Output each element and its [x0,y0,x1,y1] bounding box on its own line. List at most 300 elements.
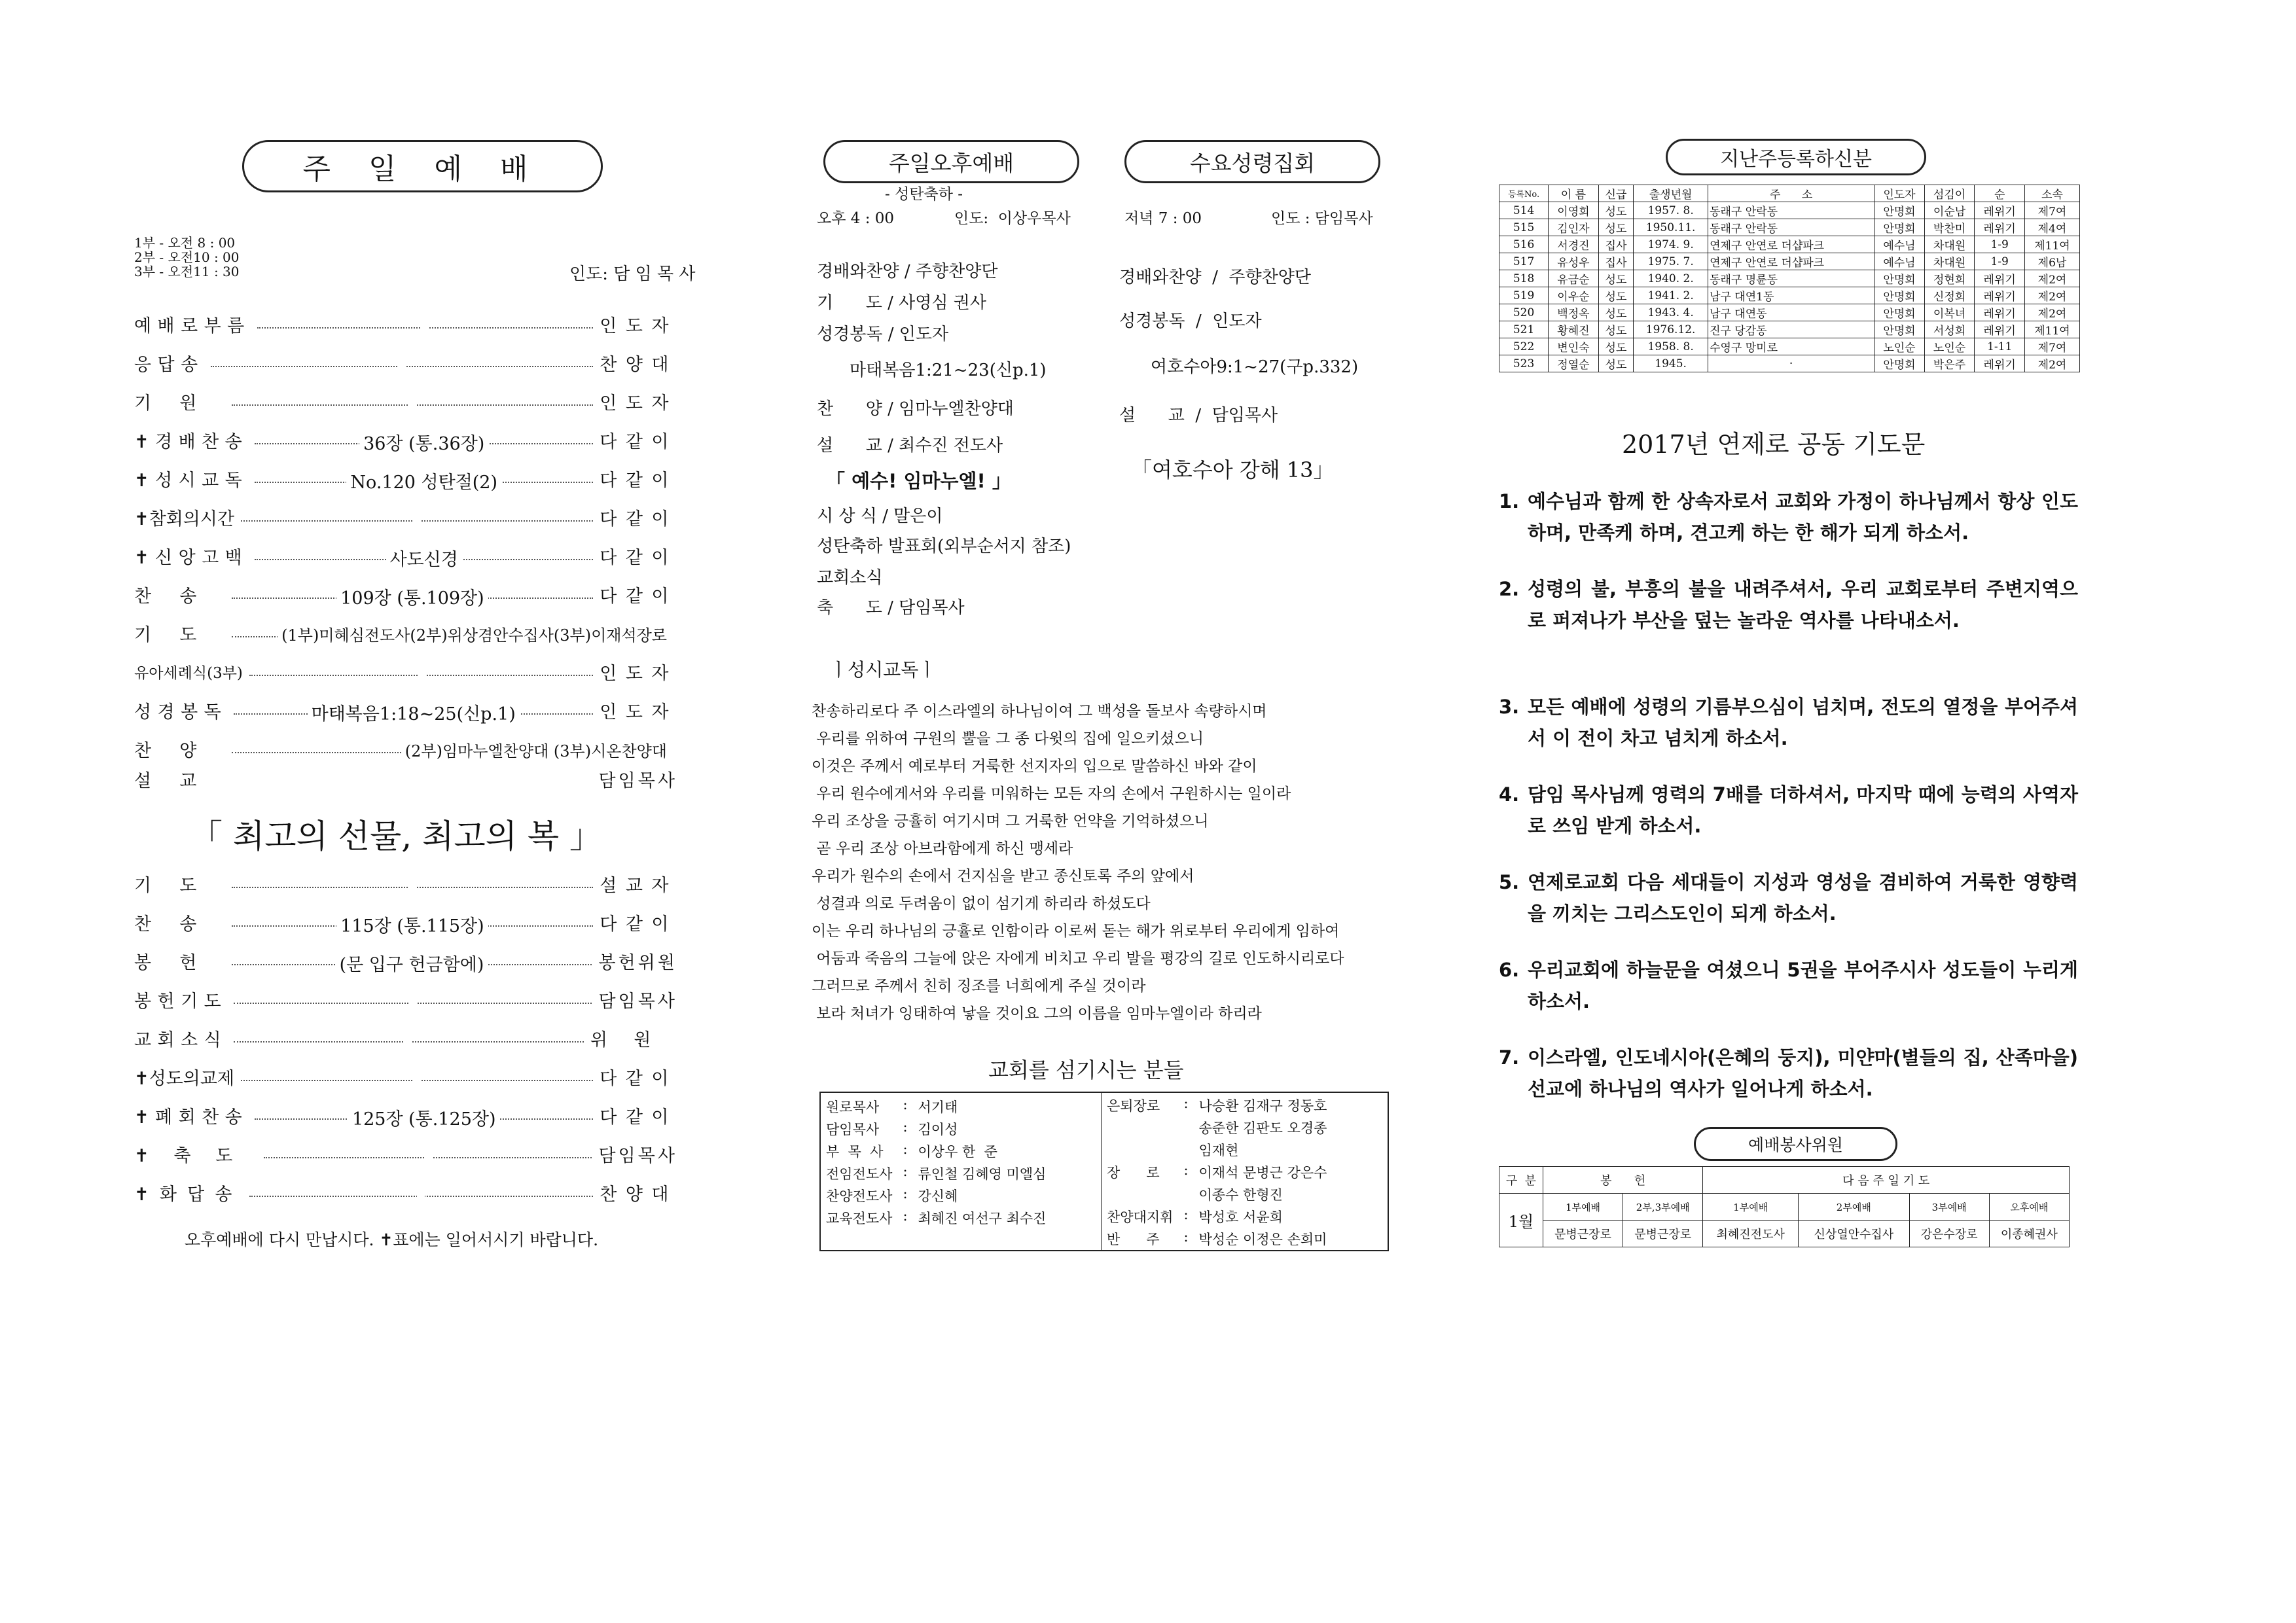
order-label: 성경봉독 [134,702,228,722]
staff-names: 김이성 [918,1122,958,1137]
staff-row: 전임전도사 : 류인철 김혜영 미엘심 [821,1162,1051,1185]
order-detail: (문 입구 헌금함에) [336,955,488,975]
order-row [134,501,677,533]
cell: 레위기 [1975,304,2025,321]
cell: 성도 [1598,287,1633,304]
staff-box [819,1092,1389,1251]
service-time-3: 3부 - 오전11 : 30 [134,264,240,279]
service-times [134,236,240,279]
cell: 1부예배 [1543,1194,1623,1221]
cell: 안명희 [1874,321,1925,338]
staff-row [1102,1183,1332,1205]
cell: 제7여 [2024,202,2079,219]
order-leader: 다같이 [600,431,677,452]
cell: 1-9 [1975,236,2025,253]
cell: 남구 대연동 [1708,304,1874,321]
order-leader: 다같이 [600,1107,677,1128]
table-row [1499,304,2080,321]
verse-line: 우리를 위하여 구원의 뿔을 그 종 다윗의 집에 일으키셨으니 [812,730,1204,747]
prayer-item [1499,691,2078,754]
cell: 안명희 [1874,219,1925,236]
table-header-row [1499,185,2080,202]
cell: 레위기 [1975,287,2025,304]
cell: 노인순 [1924,338,1975,355]
order-row [134,346,677,379]
order-row [134,616,677,649]
cell: 예수님 [1874,253,1925,270]
cell: 3부예배 [1909,1194,1989,1221]
cell: 성도 [1598,270,1633,287]
order-row [134,983,677,1016]
table-row [1499,321,2080,338]
cell: 제2여 [2024,355,2079,372]
responsive-reading-title: ㅣ성시교독ㅣ [830,659,937,681]
col-header: 등록No. [1499,185,1549,202]
col-header: 이 름 [1549,185,1599,202]
staff-role: 담임목사 [826,1122,880,1137]
main-service-title [242,140,603,192]
afternoon-item: 설 교 / 최수진 전도사 [817,436,1003,455]
staff-row: 장 로 : 이재석 문병근 강은수 [1102,1161,1332,1183]
order-label: 봉헌 [134,952,225,973]
cell: 유금순 [1549,270,1599,287]
prayer-item [1499,954,2078,1017]
cell: 연제구 안연로 더샵파크 [1708,253,1874,270]
staff-names: 박성순 이정은 손희미 [1198,1232,1327,1247]
order-detail: 115장 (통.115장) [336,916,488,936]
verse-line: 성결과 의로 두려움이 없이 섬기게 하리라 하셨도다 [812,895,1151,912]
afternoon-item: 교회소식 [817,568,883,588]
order-row [134,423,677,456]
prayer-text: 성령의 불, 부흥의 불을 내려주셔서, 우리 교회로부터 주변지역으로 퍼져나가 부산을 덮는 놀라운 역사를 나타내소서. [1528,578,2078,632]
order-label: ✝경배찬송 [134,431,249,452]
wednesday-time: 저녁 7 : 00 [1124,210,1202,227]
order-leader: 인도자 [600,702,677,722]
staff-row [1102,1139,1332,1161]
staff-row: 반 주 : 박성순 이정은 손희미 [1102,1228,1332,1250]
order-detail [417,1182,425,1202]
staff-names: 이상우 한 준 [918,1144,997,1160]
prayer-text: 이스라엘, 인도네시아(은혜의 둥지), 미얀마(별들의 집, 산족마을) 선교에 하나님의 역사가 일어나게 하소서. [1528,1046,2078,1100]
staff-row: 은퇴장로 : 나승환 김재구 정동호 [1102,1094,1332,1116]
cell: 이종혜권사 [1989,1221,2069,1247]
order-leader: 다같이 [600,914,677,935]
wednesday-item: 경배와찬양 / 주향찬양단 [1119,268,1311,287]
cell: 안명희 [1874,355,1925,372]
main-leader: 인도: 담 임 목 사 [569,264,696,284]
cell: 1957. 8. [1634,202,1708,219]
cell: 레위기 [1975,270,2025,287]
col-header: 주 소 [1708,185,1874,202]
cell: 1-11 [1975,338,2025,355]
cell: 신정희 [1924,287,1975,304]
staff-role [1102,1139,1178,1161]
cell: 동래구 안락동 [1708,219,1874,236]
cell: 안명희 [1874,202,1925,219]
prayer-item [1499,866,2078,929]
staff-names: 송준한 김판도 오경종 [1198,1120,1327,1136]
cell: 제2여 [2024,270,2079,287]
table-row [1499,355,2080,372]
service-time-2: 2부 - 오전10 : 00 [134,249,240,265]
order-label: 기도 [134,875,225,896]
cell: 예수님 [1874,236,1925,253]
order-row [134,867,677,900]
cell: 제6남 [2024,253,2079,270]
verse-line: 찬송하리로다 주 이스라엘의 하나님이여 그 백성을 돌보사 속량하시며 [812,703,1267,720]
wednesday-service-title [1124,140,1380,183]
cell: 레위기 [1975,219,2025,236]
col-header: 구 분 [1499,1167,1543,1194]
order-leader: 설교자 [600,875,677,896]
order-row [134,578,677,611]
cell: 변인숙 [1549,338,1599,355]
col-header: 봉 헌 [1543,1167,1702,1194]
cell: 동래구 안락동 [1708,202,1874,219]
verse-line: 곧 우리 조상 아브라함에게 하신 맹세라 [812,840,1073,857]
cell: 1943. 4. [1634,304,1708,321]
cell: 안명희 [1874,270,1925,287]
cell: 제11여 [2024,321,2079,338]
afternoon-item: 마태복음1:21~23(신p.1) [850,361,1047,380]
order-label: 예배로부름 [134,315,251,336]
afternoon-item: 경배와찬양 / 주향찬양단 [817,262,998,281]
cell: 1945. [1634,355,1708,372]
cell: 성도 [1598,355,1633,372]
cell: 이영희 [1549,202,1599,219]
afternoon-item: 기 도 / 사영심 권사 [817,293,986,313]
cell: 성도 [1598,338,1633,355]
service-time-1: 1부 - 오전 8 : 00 [134,235,236,251]
order-label: 기도 [134,624,225,645]
cell: 이복녀 [1924,304,1975,321]
service-volunteers-title [1694,1127,1897,1161]
cell: 1975. 7. [1634,253,1708,270]
cell: 문병근장로 [1623,1221,1703,1247]
cell: 레위기 [1975,355,2025,372]
col-header: 인도자 [1874,185,1925,202]
verse-line: 우리 원수에게서와 우리를 미워하는 모든 자의 손에서 구원하시는 일이라 [812,785,1291,802]
afternoon-time: 오후 4 : 00 [817,210,895,227]
order-label: 찬송 [134,914,225,935]
afternoon-item: 성경봉독 / 인도자 [817,325,949,344]
order-leader: 다같이 [600,470,677,491]
cell: 최혜진전도사 [1703,1221,1799,1247]
order-detail [421,313,429,334]
cell: 518 [1499,270,1549,287]
service-volunteers-title-text: 예배봉사위원 [1748,1135,1843,1154]
staff-row: 찬양전도사 : 강신혜 [821,1185,1051,1207]
cell: 신상열안수집사 [1799,1221,1909,1247]
cell: 차대원 [1924,253,1975,270]
prayer-number: 1. [1499,490,1520,512]
order-leader: 다같이 [600,508,677,529]
prayer-text: 모든 예배에 성령의 기름부으심이 넘치며, 전도의 열정을 부어주셔서 이 전이 차고 넘치게 하소서. [1528,696,2078,749]
staff-role: 찬양전도사 [826,1188,893,1204]
order-label: 유아세례식(3부) [134,664,243,682]
wednesday-leader: 인도 : 담임목사 [1271,210,1373,227]
order-detail [413,1066,421,1086]
order-leader: 담임목사 [598,991,677,1012]
prayer-text: 우리교회에 하늘문을 여셨으니 5권을 부어주시사 성도들이 누리게 하소서. [1528,959,2078,1012]
order-detail: 마태복음1:18~25(신p.1) [308,704,520,724]
staff-role [1102,1183,1178,1205]
cell: 박찬미 [1924,219,1975,236]
order-label: 봉헌기도 [134,991,228,1012]
cell: 522 [1499,338,1549,355]
cell: 안명희 [1874,287,1925,304]
order-leader: 담임목사 [598,1145,677,1166]
afternoon-item: 시 상 식 / 말은이 [817,507,943,526]
verse-line: 어둠과 죽음의 그늘에 앉은 자에게 비치고 우리 발을 평강의 길로 인도하시리로다 [812,950,1344,967]
prayer-item [1499,779,2078,842]
cell: 노인순 [1874,338,1925,355]
order-row [134,1060,677,1093]
staff-role: 부 목 사 [826,1144,884,1160]
cell: 520 [1499,304,1549,321]
prayer-number: 4. [1499,783,1520,806]
table-row [1499,253,2080,270]
registration-table [1499,185,2080,372]
table-row [1499,1221,2070,1247]
wednesday-sermon-title: 「여호수아 강해 13」 [1131,457,1335,482]
col-header: 신급 [1598,185,1633,202]
order-label: ✝성도의교제 [134,1068,235,1089]
staff-row: 담임목사 : 김이성 [821,1118,1051,1140]
prayer-number: 7. [1499,1046,1520,1069]
cell: 제11여 [2024,236,2079,253]
cell: 1941. 2. [1634,287,1708,304]
order-leader: 인도자 [600,393,677,414]
order-detail [408,391,416,411]
order-row [134,655,677,688]
service-volunteers-table [1499,1166,2070,1247]
cell: 1958. 8. [1634,338,1708,355]
order-leader: 다같이 [600,1068,677,1089]
registration-title-text: 지난주등록하신분 [1720,148,1872,171]
table-row [1499,236,2080,253]
cell: · [1708,355,1874,372]
table-row [1499,287,2080,304]
table-row [1499,338,2080,355]
order-row [134,906,677,938]
order-label: ✝폐회찬송 [134,1107,249,1128]
order-leader: 인도자 [600,663,677,684]
cell: 문병근장로 [1543,1221,1623,1247]
staff-names: 최혜진 여선구 최수진 [918,1211,1047,1226]
verse-line: 우리가 원수의 손에서 건지심을 받고 종신토록 주의 앞에서 [812,868,1194,885]
cell: 517 [1499,253,1549,270]
order-label: 찬송 [134,586,225,607]
cell: 정열순 [1549,355,1599,372]
order-label: ✝신앙고백 [134,547,249,568]
cell: 516 [1499,236,1549,253]
cell: 서성희 [1924,321,1975,338]
cell: 제4여 [2024,219,2079,236]
order-row [134,1099,677,1132]
month-cell: 1월 [1499,1194,1543,1247]
cell: 성도 [1598,219,1633,236]
order-of-worship [134,308,710,805]
cell: 수영구 망미로 [1708,338,1874,355]
staff-names: 임재현 [1198,1143,1239,1158]
cell: 성도 [1598,202,1633,219]
cell: 521 [1499,321,1549,338]
staff-left [821,1093,1102,1250]
staff-names: 나승환 김재구 정동호 [1198,1098,1327,1114]
order-leader: 다같이 [600,586,677,607]
order-detail [408,769,416,789]
order-row [134,385,677,418]
cell: 1부예배 [1703,1194,1799,1221]
afternoon-service-title [823,140,1079,183]
cell: 백정옥 [1549,304,1599,321]
order-of-worship-2 [134,867,710,1221]
cell: 박은주 [1924,355,1975,372]
order-detail: (2부)임마누엘찬양대 (3부)시온찬양대 [401,742,671,760]
prayer-item [1499,486,2078,548]
cell: 진구 당감동 [1708,321,1874,338]
staff-names: 서기태 [918,1099,958,1115]
order-row [134,539,677,572]
afternoon-item: 찬 양 / 임마누엘찬양대 [817,399,1014,419]
staff-names: 이종수 한형진 [1198,1187,1283,1203]
cell: 1950.11. [1634,219,1708,236]
order-leader: 다같이 [600,547,677,568]
cell: 제2여 [2024,287,2079,304]
cell: 레위기 [1975,202,2025,219]
cell: 레위기 [1975,321,2025,338]
order-leader: 위원 [590,1029,677,1050]
order-detail [409,989,417,1009]
wednesday-item: 설 교 / 담임목사 [1119,406,1278,425]
order-leader: 찬양대 [600,1184,677,1205]
verse-line: 보라 처녀가 잉태하여 낳을 것이요 그의 이름을 임마누엘이라 하리라 [812,1005,1262,1022]
prayer-number: 6. [1499,959,1520,981]
order-label: ✝성시교독 [134,470,249,491]
cell: 성도 [1598,321,1633,338]
sermon-title: 「 최고의 선물, 최고의 복 」 [190,817,603,855]
order-detail: (1부)미혜심전도사(2부)위상겸안수집사(3부)이재석장로 [278,626,671,645]
cell: 1-9 [1975,253,2025,270]
cell: 연제구 안연로 더샵파크 [1708,236,1874,253]
staff-row: 부 목 사 : 이상우 한 준 [821,1140,1051,1162]
order-label: 찬양 [134,740,225,761]
cell: 제2여 [2024,304,2079,321]
order-detail [424,1143,432,1164]
staff-right [1102,1093,1388,1250]
order-label: 교회소식 [134,1029,228,1050]
order-detail: 36장 (통.36장) [359,434,488,454]
cell: 유성우 [1549,253,1599,270]
staff-role: 반 주 [1107,1232,1160,1247]
cell: 이순남 [1924,202,1975,219]
staff-role: 은퇴장로 [1107,1098,1160,1114]
order-detail: 125장 (통.125장) [348,1109,500,1130]
staff-names: 류인철 김혜영 미엘심 [918,1166,1047,1182]
order-row [134,732,677,765]
cell: 1974. 9. [1634,236,1708,253]
cell: 1940. 2. [1634,270,1708,287]
cell: 515 [1499,219,1549,236]
cell: 514 [1499,202,1549,219]
prayer-number: 2. [1499,578,1520,600]
cell: 김인자 [1549,219,1599,236]
staff-role: 교육전도사 [826,1211,893,1226]
cell: 안명희 [1874,304,1925,321]
prayer-text: 담임 목사님께 영력의 7배를 더하셔서, 마지막 때에 능력의 사역자로 쓰임 받게 하소서. [1528,783,2078,837]
order-detail: 사도신경 [386,550,462,570]
prayer-number: 5. [1499,871,1520,893]
order-leader: 찬양대 [600,354,677,375]
cell: 이우순 [1549,287,1599,304]
order-row [134,308,677,340]
col-header: 소속 [2024,185,2079,202]
cell: 2부예배 [1799,1194,1909,1221]
prayer-text: 연제로교회 다음 세대들이 지성과 영성을 겸비하여 거룩한 영향력을 끼치는 그리스도인이 되게 하소서. [1528,871,2078,925]
verse-line: 이것은 주께서 예로부터 거룩한 선지자의 입으로 말씀하신 바와 같이 [812,758,1257,775]
staff-title: 교회를 섬기시는 분들 [988,1058,1184,1082]
cell: 서경진 [1549,236,1599,253]
col-header: 다 음 주 일 기 도 [1703,1167,2070,1194]
wednesday-item: 성경봉독 / 인도자 [1119,312,1262,331]
col-header: 출생년월 [1634,185,1708,202]
order-row [134,1137,677,1170]
wednesday-item: 여호수아9:1~27(구p.332) [1151,357,1359,377]
cell: 강은수장로 [1909,1221,1989,1247]
order-leader: 인도자 [600,315,677,336]
order-row [134,944,677,977]
order-detail: 109장 (통.109장) [336,588,488,609]
cell: 집사 [1598,253,1633,270]
cell: 집사 [1598,236,1633,253]
order-row [134,694,677,726]
staff-role: 찬양대지휘 [1107,1209,1174,1225]
cell: 남구 대연1동 [1708,287,1874,304]
order-detail [418,661,425,681]
order-detail [398,352,406,372]
staff-role: 원로목사 [826,1099,880,1115]
order-detail [404,1027,412,1048]
staff-names: 이재석 문병근 강은수 [1198,1165,1327,1181]
order-detail [408,873,416,893]
staff-row: 원로목사 : 서기태 [821,1096,1051,1118]
prayer-text: 예수님과 함께 한 상속자로서 교회와 가정이 하나님께서 항상 인도하며, 만족케 하며, 견고케 하는 한 해가 되게 하소서. [1528,490,2078,544]
prayer-item [1499,573,2078,636]
prayer-item [1499,1042,2078,1105]
order-leader: 봉헌위원 [598,952,677,973]
afternoon-item: 축 도 / 담임목사 [817,598,965,618]
order-detail: No.120 성탄절(2) [346,473,501,493]
col-header: 순 [1975,185,2025,202]
order-label: 설교 [134,770,225,791]
order-label: 기원 [134,393,225,414]
cell: 519 [1499,287,1549,304]
prayer-title: 2017년 연제로 공동 기도문 [1622,430,1926,459]
cell: 제7여 [2024,338,2079,355]
afternoon-leader: 인도: 이상우목사 [954,210,1071,227]
table-row [1499,219,2080,236]
order-label: 응답송 [134,354,204,375]
staff-row [1102,1116,1332,1139]
staff-row: 교육전도사 : 최혜진 여선구 최수진 [821,1207,1051,1229]
table-row [1499,202,2080,219]
wednesday-service-title-text: 수요성령집회 [1189,150,1316,176]
staff-role: 전임전도사 [826,1166,893,1182]
order-detail [413,507,421,527]
cell: 523 [1499,355,1549,372]
cell: 황혜진 [1549,321,1599,338]
